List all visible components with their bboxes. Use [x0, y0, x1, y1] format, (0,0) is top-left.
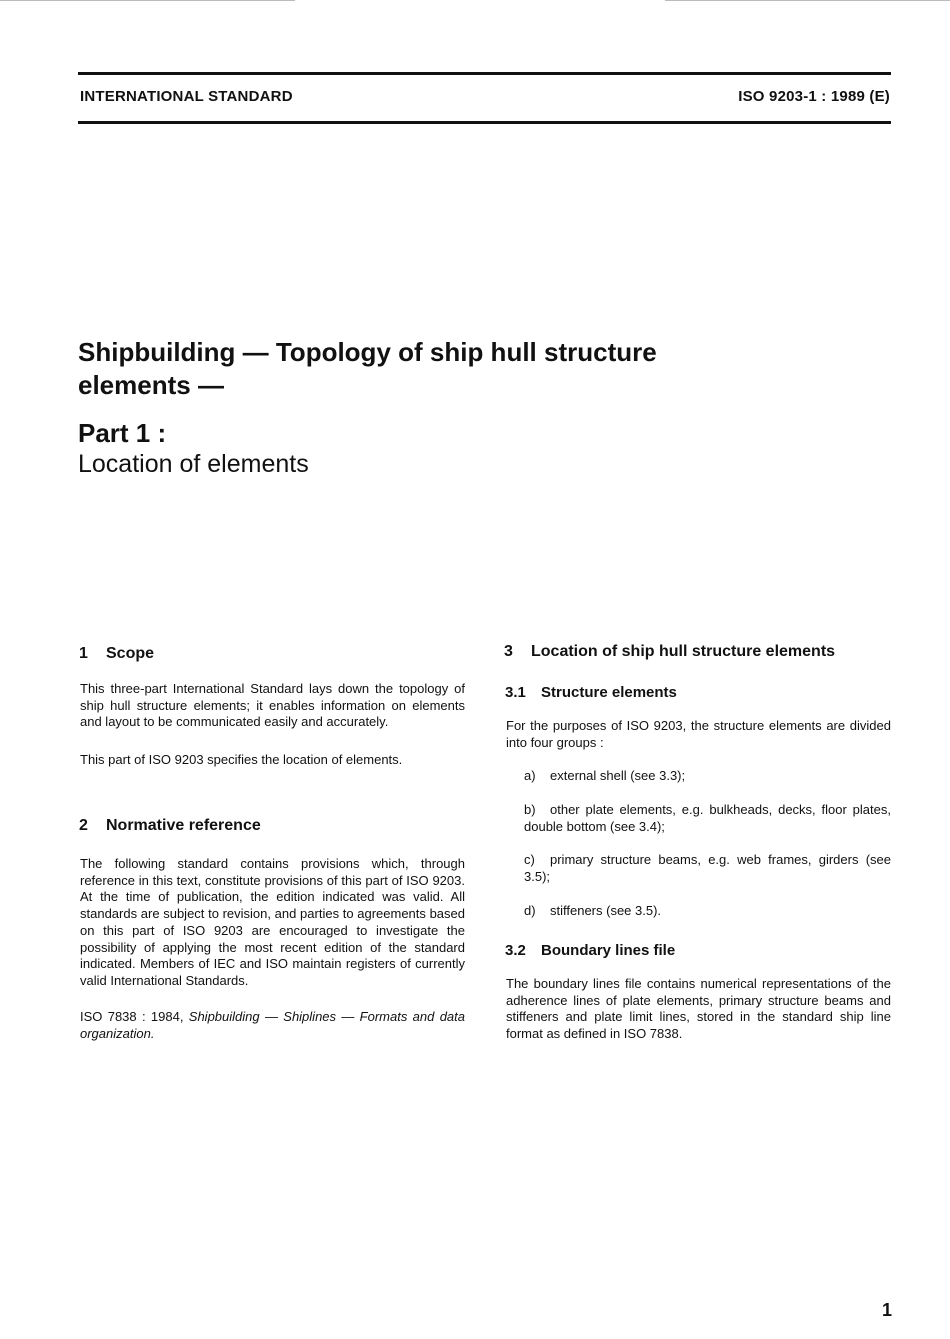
header-bottom-rule [78, 121, 891, 124]
part-subtitle: Location of elements [78, 450, 309, 478]
section-number: 3.2 [505, 942, 526, 959]
header-standard-number: ISO 9203-1 : 1989 (E) [738, 88, 890, 105]
document-title [78, 336, 778, 402]
section-title: Structure elements [541, 684, 677, 701]
list-item-text: primary structure beams, e.g. web frames, girders (see 3.5); [524, 852, 891, 884]
section-number: 3.1 [505, 684, 526, 701]
title-line-1: Shipbuilding — Topology of ship hull structure [78, 337, 657, 367]
list-item-label: d) [524, 903, 536, 918]
header-top-rule [78, 72, 891, 75]
part-label: Part 1 : [78, 418, 167, 448]
normative-paragraph: The following standard contains provisions which, through reference in this text, constitute provisions of this part of ISO 9203. At the time of publication, the edition indicated was valid. All standards are subject to revision, and parties to agreements based on this part of ISO 9203 are encouraged to investigate the possibility of applying the most recent edition of the standard indicated. Members of IEC and ISO maintain registers of currently valid International Standards. [80, 856, 465, 988]
section-2-heading [79, 817, 261, 835]
scan-edge-line-left [0, 0, 295, 1]
title-line-2: elements — [78, 370, 224, 400]
list-item [524, 802, 891, 835]
list-item-label: a) [524, 768, 536, 783]
list-item-text: external shell (see 3.3); [550, 768, 686, 783]
section-3-heading [504, 643, 835, 661]
section-title: Boundary lines file [541, 942, 676, 959]
reference-number: ISO 7838 : 1984, [80, 1009, 189, 1024]
list-item-label: b) [524, 802, 536, 817]
list-item-text: other plate elements, e.g. bulkheads, decks, floor plates, double bottom (see 3.4); [524, 802, 891, 834]
section-title: Scope [106, 645, 155, 662]
scan-edge-line-right [665, 0, 950, 1]
section-number: 1 [79, 645, 88, 662]
reference-title: Shipbuilding — Shiplines — Formats and data organization. [80, 1009, 465, 1041]
section-3-2-heading [505, 942, 675, 959]
scope-paragraph-2: This part of ISO 9203 specifies the location of elements. [80, 752, 403, 767]
structure-paragraph: For the purposes of ISO 9203, the structure elements are divided into four groups : [506, 718, 891, 750]
scope-paragraph-1: This three-part International Standard lays down the topology of ship hull structure elements; it enables information on elements and layout to be communicated easily and accurately. [80, 681, 465, 730]
section-number: 3 [504, 643, 513, 660]
section-number: 2 [79, 817, 88, 834]
list-item [524, 768, 891, 785]
list-item-label: c) [524, 852, 535, 867]
list-item-text: stiffeners (see 3.5). [550, 903, 662, 918]
page-number: 1 [881, 1300, 892, 1320]
section-3-1-heading [505, 684, 677, 701]
section-title: Normative reference [106, 817, 261, 834]
list-item [524, 903, 891, 920]
header-standard-type: INTERNATIONAL STANDARD [80, 88, 293, 105]
section-1-heading [79, 645, 154, 663]
list-item [524, 852, 891, 885]
section-title: Location of ship hull structure elements [531, 643, 836, 660]
boundary-paragraph: The boundary lines file contains numerical representations of the adherence lines of plate elements, primary structure beams and stiffeners and plate limit lines, stored in the standard ship line format as defined in ISO 7838. [506, 976, 891, 1042]
normative-reference-entry [80, 1009, 465, 1042]
